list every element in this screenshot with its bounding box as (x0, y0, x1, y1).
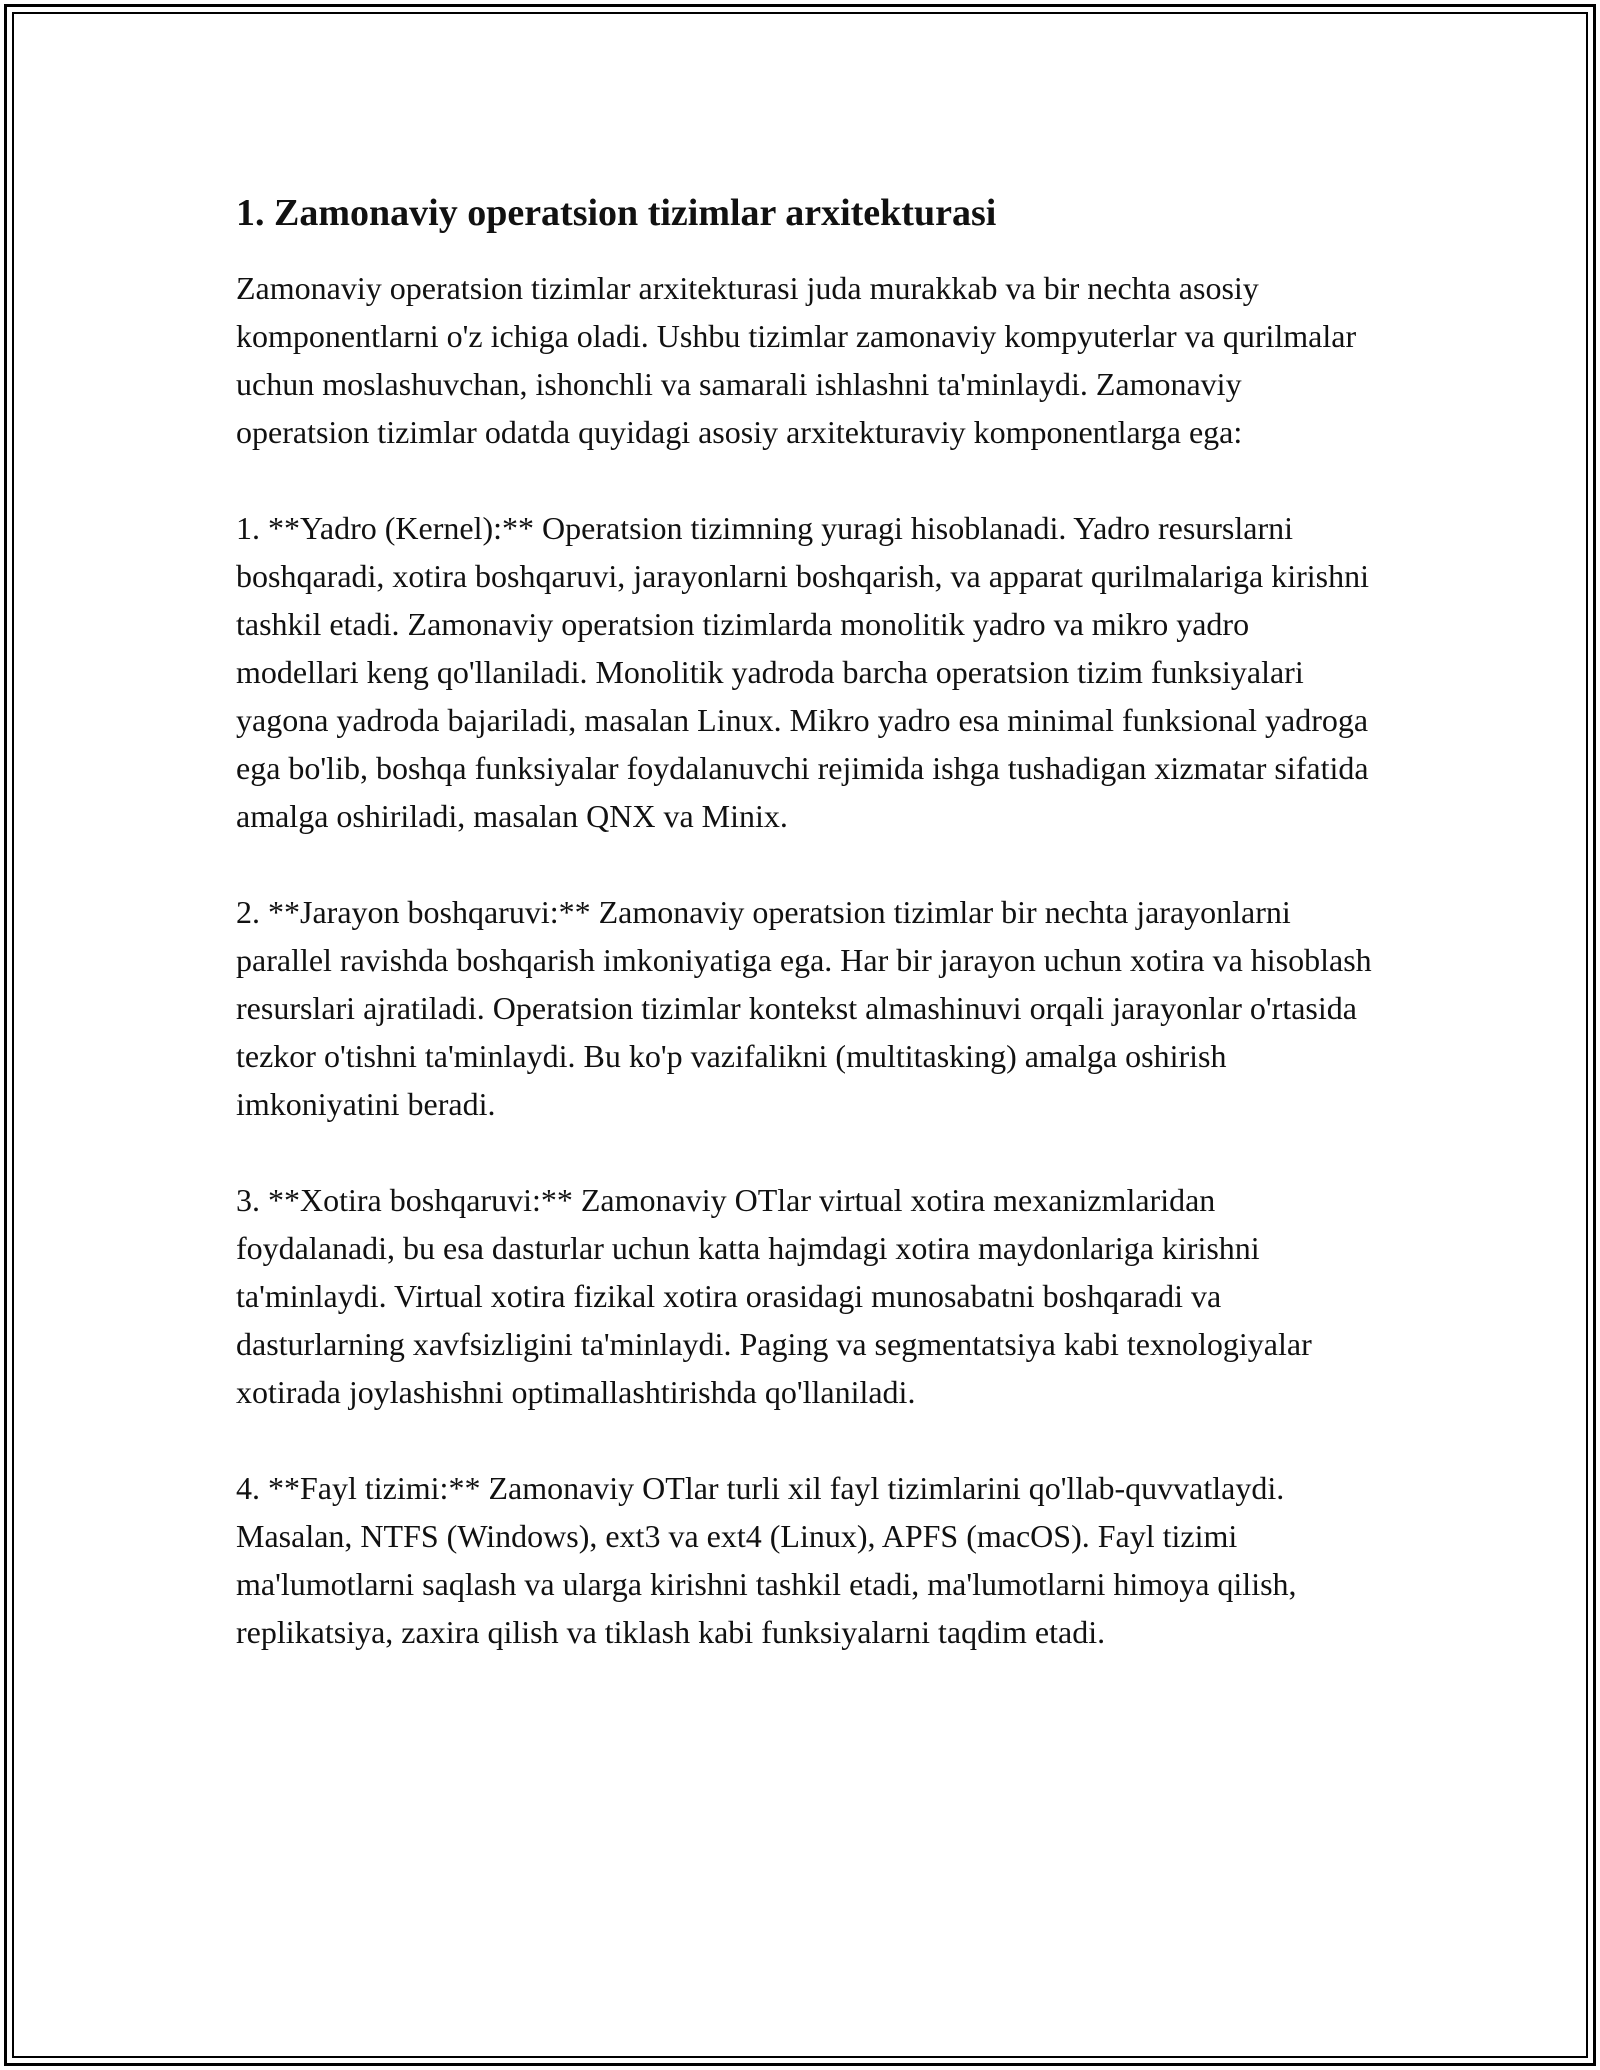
paragraph-memory-management: 3. **Xotira boshqaruvi:** Zamonaviy OTlar virtual xotira mexanizmlaridan foydalanadi, bu esa dasturlar uchun katta hajmdagi xotira maydonlariga kirishni ta'minlaydi. Virtual xotira fizikal xotira orasidagi munosabatni boshqaradi va dasturlarning xavfsizligini ta'minlaydi. Paging va segmentatsiya kabi texnologiyalar xotirada joylashishni optimallashtirishda qo'llaniladi. (236, 1182, 1312, 1410)
intro-paragraph: Zamonaviy operatsion tizimlar arxitekturasi juda murakkab va bir nechta asosiy komponentlarni o'z ichiga oladi. Ushbu tizimlar zamonaviy kompyuterlar va qurilmalar uchun moslashuvchan, ishonchli va samarali ishlashni ta'minlaydi. Zamonaviy operatsion tizimlar odatda quyidagi asosiy arxitekturaviy komponentlarga ega: (236, 270, 1357, 450)
document-body (236, 188, 1376, 1704)
paragraph-kernel: 1. **Yadro (Kernel):** Operatsion tizimning yuragi hisoblanadi. Yadro resurslarni boshqaradi, xotira boshqaruvi, jarayonlarni boshqarish, va apparat qurilmalariga kirishni tashkil etadi. Zamonaviy operatsion tizimlarda monolitik yadro va mikro yadro modellari keng qo'llaniladi. Monolitik yadroda barcha operatsion tizim funksiyalari yagona yadroda bajariladi, masalan Linux. Mikro yadro esa minimal funksional yadroga ega bo'lib, boshqa funksiyalar foydalanuvchi rejimida ishga tushadigan xizmatar sifatida amalga oshiriladi, masalan QNX va Minix. (236, 510, 1370, 834)
paragraph-file-system: 4. **Fayl tizimi:** Zamonaviy OTlar turli xil fayl tizimlarini qo'llab-quvvatlaydi. Masalan, NTFS (Windows), ext3 va ext4 (Linux), APFS (macOS). Fayl tizimi ma'lumotlarni saqlash va ularga kirishni tashkil etadi, ma'lumotlarni himoya qilish, replikatsiya, zaxira qilish va tiklash kabi funksiyalarni taqdim etadi. (236, 1470, 1297, 1650)
paragraph-process-management: 2. **Jarayon boshqaruvi:** Zamonaviy operatsion tizimlar bir nechta jarayonlarni parallel ravishda boshqarish imkoniyatiga ega. Har bir jarayon uchun xotira va hisoblash resurslari ajratiladi. Operatsion tizimlar kontekst almashinuvi orqali jarayonlar o'rtasida tezkor o'tishni ta'minlaydi. Bu ko'p vazifalikni (multitasking) amalga oshirish imkoniyatini beradi. (236, 894, 1372, 1122)
section-title: 1. Zamonaviy operatsion tizimlar arxitekturasi (236, 192, 997, 234)
